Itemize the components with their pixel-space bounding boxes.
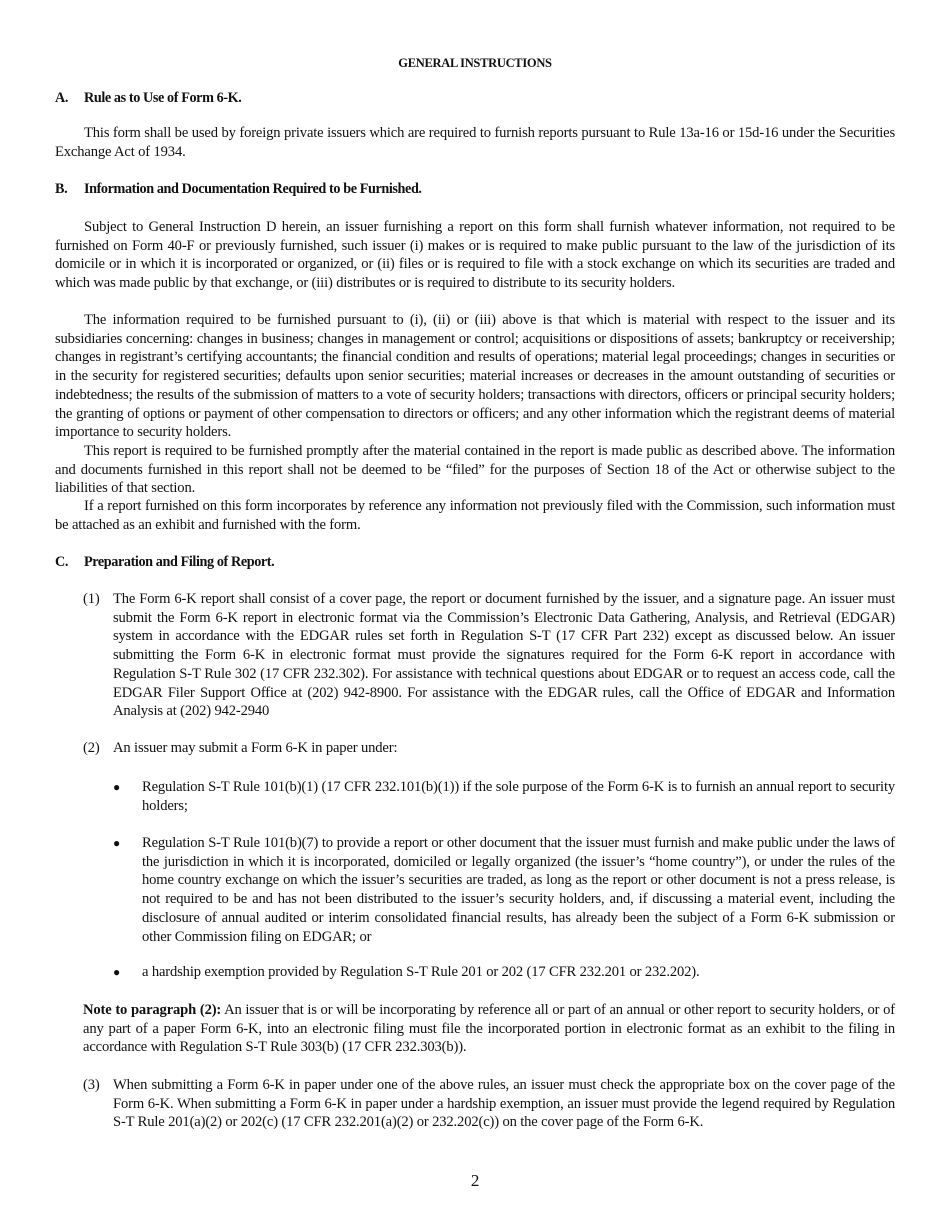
bullet-icon: ● [113, 965, 121, 979]
list-item [83, 1076, 895, 1132]
section-label: C. [55, 554, 68, 570]
item-text: The Form 6-K report shall consist of a cover page, the report or document furnished by the issuer, and a signature page. An issuer must submit the Form 6-K report in electronic format via the Commission’s Electronic Data Gathering, Analysis, and Retrieval (EDGAR) system in accordance with the EDGAR rules set forth in Regulation S-T (17 CFR Part 232) except as discussed below. An issuer submitting the Form 6-K in electronic format must provide the signatures required for the Form 6-K report in accordance with Regulation S-T Rule 302 (17 CFR 232.302). For assistance with technical questions about EDGAR or to request an access code, call the EDGAR Filer Support Office at (202) 942-8900. For assistance with the EDGAR rules, call the Office of EDGAR and Information Analysis at (202) 942-2940 [113, 591, 895, 720]
list-item [83, 739, 895, 758]
bullet-icon: ● [113, 780, 121, 794]
item-text: An issuer may submit a Form 6-K in paper under: [113, 740, 398, 756]
section-b-paragraph: This report is required to be furnished promptly after the material contained in the report is made public as described above. The information and documents furnished in this report shall not be deemed to be “filed” for the purposes of Section 18 of the Act or otherwise subject to the liabilities of that section. [55, 443, 895, 497]
section-a-paragraph: This form shall be used by foreign private issuers which are required to furnish reports pursuant to Rule 13a-16 or 15d-16 under the Securities Exchange Act of 1934. [55, 125, 895, 160]
bullet-text: Regulation S-T Rule 101(b)(1) (17 CFR 232.101(b)(1)) if the sole purpose of the Form 6-K is to furnish an annual report to security holders; [142, 779, 895, 814]
note-paragraph [83, 1001, 895, 1057]
bullet-item [113, 834, 895, 946]
note-text: An issuer that is or will be incorporating by reference all or part of an annual or other report to security holders, or of any part of a paper Form 6-K, into an electronic filing must file the incorporated portion in electronic format as an exhibit to the filing in accordance with Regulation S-T Rule 303(b) (17 CFR 232.303(b)). [83, 1002, 895, 1056]
section-b-paragraph: If a report furnished on this form incorporates by reference any information not previously filed with the Commission, such information must be attached as an exhibit and furnished with the form. [55, 498, 895, 533]
page-title: GENERAL INSTRUCTIONS [398, 56, 552, 70]
page-number: 2 [470, 1171, 480, 1190]
section-a-heading [55, 89, 241, 108]
bullet-item [113, 963, 895, 982]
item-number: (3) [83, 1077, 100, 1093]
section-label: A. [55, 90, 68, 106]
item-number: (1) [83, 591, 100, 607]
bullet-item [113, 778, 895, 815]
section-c-heading [55, 553, 274, 572]
list-item [83, 590, 895, 721]
section-b-paragraph: Subject to General Instruction D herein, an issuer furnishing a report on this form shall furnish whatever information, not required to be furnished on Form 40-F or previously furnished, such issuer (i) makes or is required to make public pursuant to the law of the jurisdiction of its domicile or in which it is incorporated or organized, or (ii) files or is required to file with a stock exchange on which its securities are traded and which was made public by that exchange, or (iii) distributes or is required to distribute to its security holders. [55, 219, 895, 292]
bullet-text: Regulation S-T Rule 101(b)(7) to provide a report or other document that the issuer must furnish and make public under the laws of the jurisdiction in which it is incorporated, domiciled or legally organized (the issuer’s “home country”), or under the rules of the home country exchange on which the issuer’s securities are traded, as long as the report or other document is not a press release, is not required to be and has not been distributed to the issuer’s security holders, and, if discussing a material event, including the disclosure of annual audited or interim consolidated financial results, has already been the subject of a Form 6-K submission or other Commission filing on EDGAR; or [142, 835, 895, 945]
section-title: Information and Documentation Required to be Furnished. [84, 181, 422, 197]
section-label: B. [55, 181, 68, 197]
note-label: Note to paragraph (2): [83, 1002, 222, 1018]
bullet-text: a hardship exemption provided by Regulation S-T Rule 201 or 202 (17 CFR 232.201 or 232.202). [142, 964, 700, 980]
item-number: (2) [83, 740, 100, 756]
section-title: Rule as to Use of Form 6-K. [84, 90, 242, 106]
section-b-paragraph: The information required to be furnished pursuant to (i), (ii) or (iii) above is that which is material with respect to the issuer and its subsidiaries concerning: changes in business; changes in management or control; acquisitions or dispositions of assets; bankruptcy or receivership; changes in registrant’s certifying accountants; the financial condition and results of operations; material legal proceedings; changes in securities or in the security for registered securities; defaults upon senior securities; material increases or decreases in the amount outstanding of securities or indebtedness; the results of the submission of matters to a vote of security holders; transactions with directors, officers or principal security holders; the granting of options or payment of other compensation to directors or officers; and any other information which the registrant deems of material importance to security holders. [55, 312, 895, 441]
bullet-icon: ● [113, 836, 121, 850]
section-title: Preparation and Filing of Report. [84, 554, 275, 570]
section-b-heading [55, 180, 422, 199]
item-text: When submitting a Form 6-K in paper under one of the above rules, an issuer must check the appropriate box on the cover page of the Form 6-K. When submitting a Form 6-K in paper under a hardship exemption, an issuer must provide the legend required by Regulation S-T Rule 201(a)(2) or 202(c) (17 CFR 232.201(a)(2) or 232.202(c)) on the cover page of the Form 6-K. [113, 1077, 895, 1131]
